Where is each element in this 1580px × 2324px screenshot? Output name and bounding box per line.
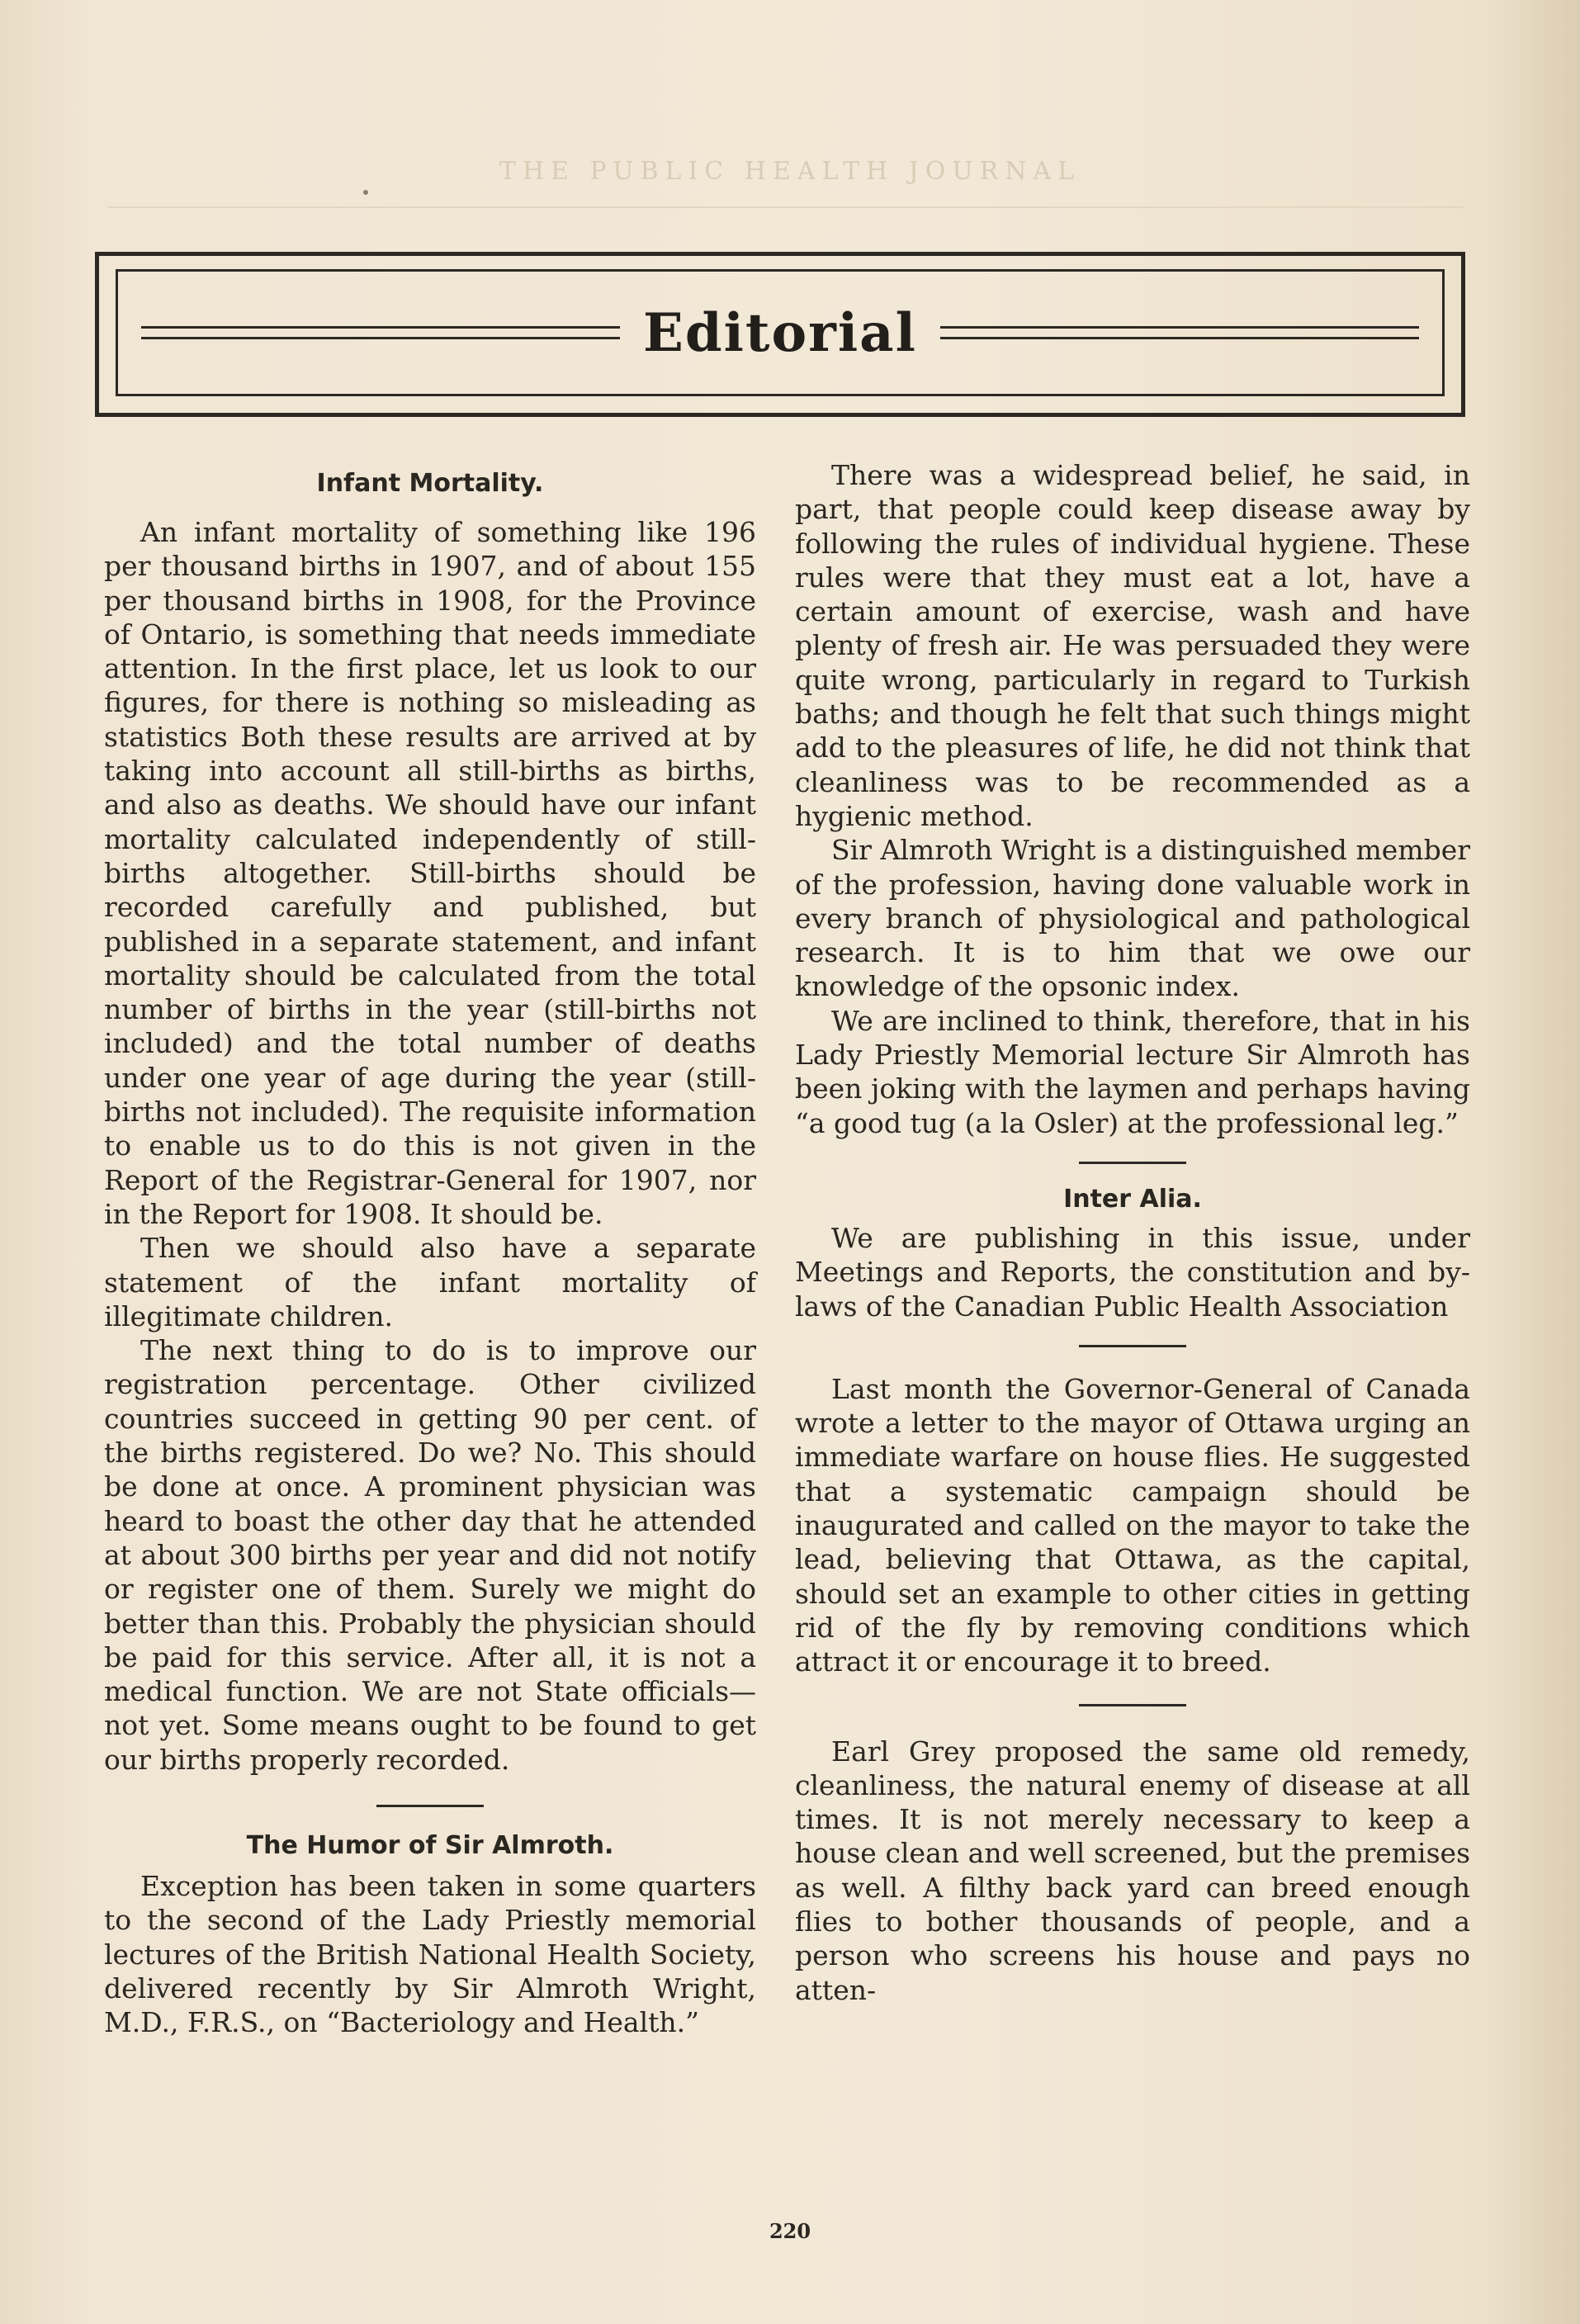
paragraph: We are inclined to think, therefore, that in his Lady Priestly Memorial lecture Sir Almroth has been joking with the laymen and perhaps having “a good tug (a la Osler) at the professional leg.” bbox=[795, 1004, 1470, 1139]
banner-rule-left bbox=[141, 326, 620, 339]
page-number: 220 bbox=[769, 2219, 811, 2243]
section-separator bbox=[1079, 1162, 1186, 1164]
paragraph: Exception has been taken in some quarters to the second of the Lady Priestly memorial lectures of the British National Health Society, delivered recently by Sir Almroth Wright, M.D., F.R.S., on “Bacteriology and Health.” bbox=[104, 1869, 756, 2039]
ink-speck bbox=[363, 190, 368, 195]
right-column bbox=[795, 458, 1470, 2007]
paragraph: Earl Grey proposed the same old remedy, cleanliness, the natural enemy of disease at all times. It is not merely necessary to keep a house clean and well screened, but the premises as well. A filthy back yard can breed enough flies to bother thousands of people, and a person who screens his house and pays no atten- bbox=[795, 1735, 1470, 2006]
paragraph: There was a widespread belief, he said, in part, that people could keep disease away by following the rules of individual hygiene. These rules were that they must eat a lot, have a certain amount of exercise, wash and have plenty of fresh air. He was persuaded they were quite wrong, particularly in regard to Turkish baths; and though he felt that such things might add to the pleasures of life, he did not think that cleanliness was to be recommended as a hygienic method. bbox=[795, 459, 1470, 832]
paragraph: The next thing to do is to improve our registration percentage. Other civilized countries succeed in getting 90 per cent. of the births registered. Do we? No. This should be done at once. A prominent physician was heard to boast the other day that he attended at about 300 births per year and did not notify or register one of them. Surely we might do better than this. Probably the physician should be paid for this service. After all, it is not a medical function. We are not State officials—not yet. Some means ought to be found to get our births properly recorded. bbox=[104, 1334, 756, 1776]
banner-title: Editorial bbox=[643, 301, 917, 364]
running-head: THE PUBLIC HEALTH JOURNAL bbox=[499, 157, 1081, 186]
heading-inter-alia: Inter Alia. bbox=[1063, 1184, 1202, 1214]
section-separator bbox=[1079, 1345, 1186, 1347]
section-separator bbox=[376, 1805, 484, 1807]
heading-humor-of-sir-almroth: The Humor of Sir Almroth. bbox=[246, 1830, 614, 1860]
left-column bbox=[104, 458, 756, 2039]
paragraph: Then we should also have a separate statement of the infant mortality of illegitimate children. bbox=[104, 1232, 756, 1332]
paragraph: An infant mortality of something like 196 per thousand births in 1907, and of about 155 per thousand births in 1908, for the Province of Ontario, is something that needs immediate attention. In the first place, let us look to our figures, for there is nothing so misleading as statistics Both these results are arrived at by taking into account all still-births as births, and also as deaths. We should have our infant mortality calculated independently of still-births altogether. Still-births should be recorded carefully and published, but published in a separate statement, and infant mortality should be calculated from the total number of births in the year (still-births not included) and the total number of deaths under one year of age during the year (still-births not included). The requisite information to enable us to do this is not given in the Report of the Registrar-General for 1907, nor in the Report for 1908. It should be. bbox=[104, 516, 756, 1230]
show-through-line bbox=[107, 206, 1464, 208]
banner-rule-right bbox=[940, 326, 1419, 339]
paragraph: Sir Almroth Wright is a distinguished member of the profession, having done valuable work in every branch of physiological and pathological research. It is to him that we owe our knowledge of the opsonic index. bbox=[795, 834, 1470, 1003]
paragraph: We are publishing in this issue, under Meetings and Reports, the constitution and by-laws of the Canadian Public Health Association bbox=[795, 1221, 1470, 1323]
paragraph: Last month the Governor-General of Canada wrote a letter to the mayor of Ottawa urging an immediate warfare on house flies. He suggested that a systematic campaign should be inaugurated and called on the mayor to take the lead, believing that Ottawa, as the capital, should set an example to other cities in getting rid of the fly by removing conditions which attract it or encourage it to breed. bbox=[795, 1372, 1470, 1678]
section-separator bbox=[1079, 1704, 1186, 1706]
editorial-banner bbox=[116, 269, 1445, 396]
heading-infant-mortality: Infant Mortality. bbox=[316, 469, 544, 498]
